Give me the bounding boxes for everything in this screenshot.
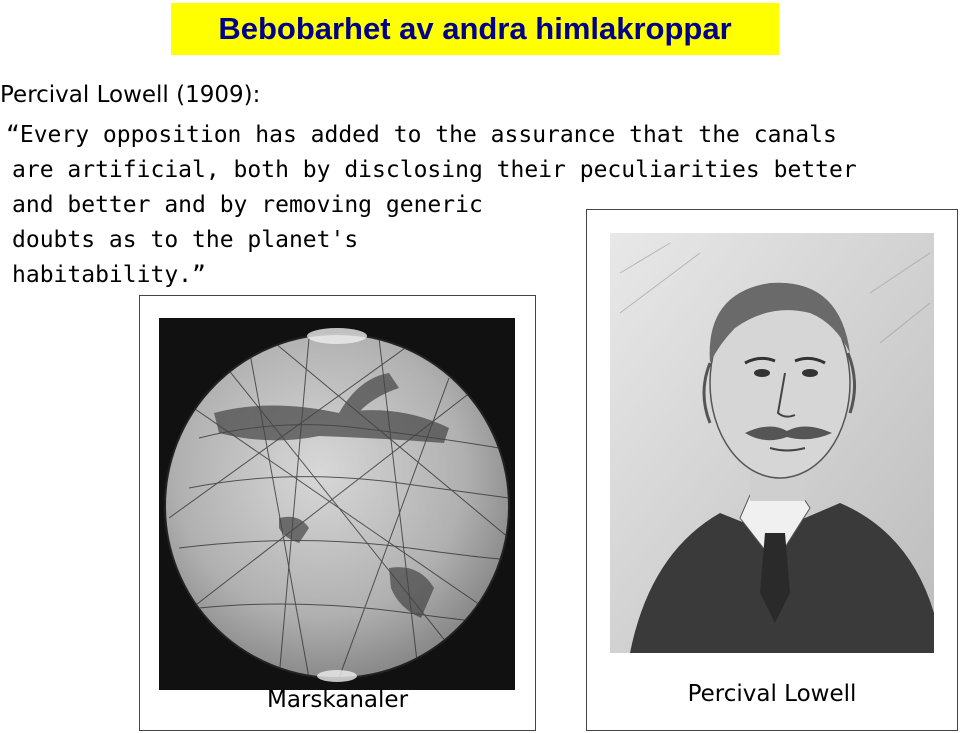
quote-line: doubts as to the planet's <box>12 227 359 253</box>
quote-line: “Every opposition has added to the assurance that the canals <box>6 122 837 148</box>
mars-globe-icon <box>159 318 515 690</box>
slide-title: Bebobarhet av andra himlakroppar <box>171 3 779 55</box>
portrait-caption: Percival Lowell <box>687 681 857 707</box>
quote-line: are artificial, both by disclosing their peculiarities better <box>12 157 857 183</box>
portrait-icon <box>610 233 934 653</box>
quote-line: habitability.” <box>12 262 206 288</box>
quote-line: and better and by removing generic <box>12 192 483 218</box>
mars-caption: Marskanaler <box>266 687 409 713</box>
quote-attribution: Percival Lowell (1909): <box>0 82 261 108</box>
